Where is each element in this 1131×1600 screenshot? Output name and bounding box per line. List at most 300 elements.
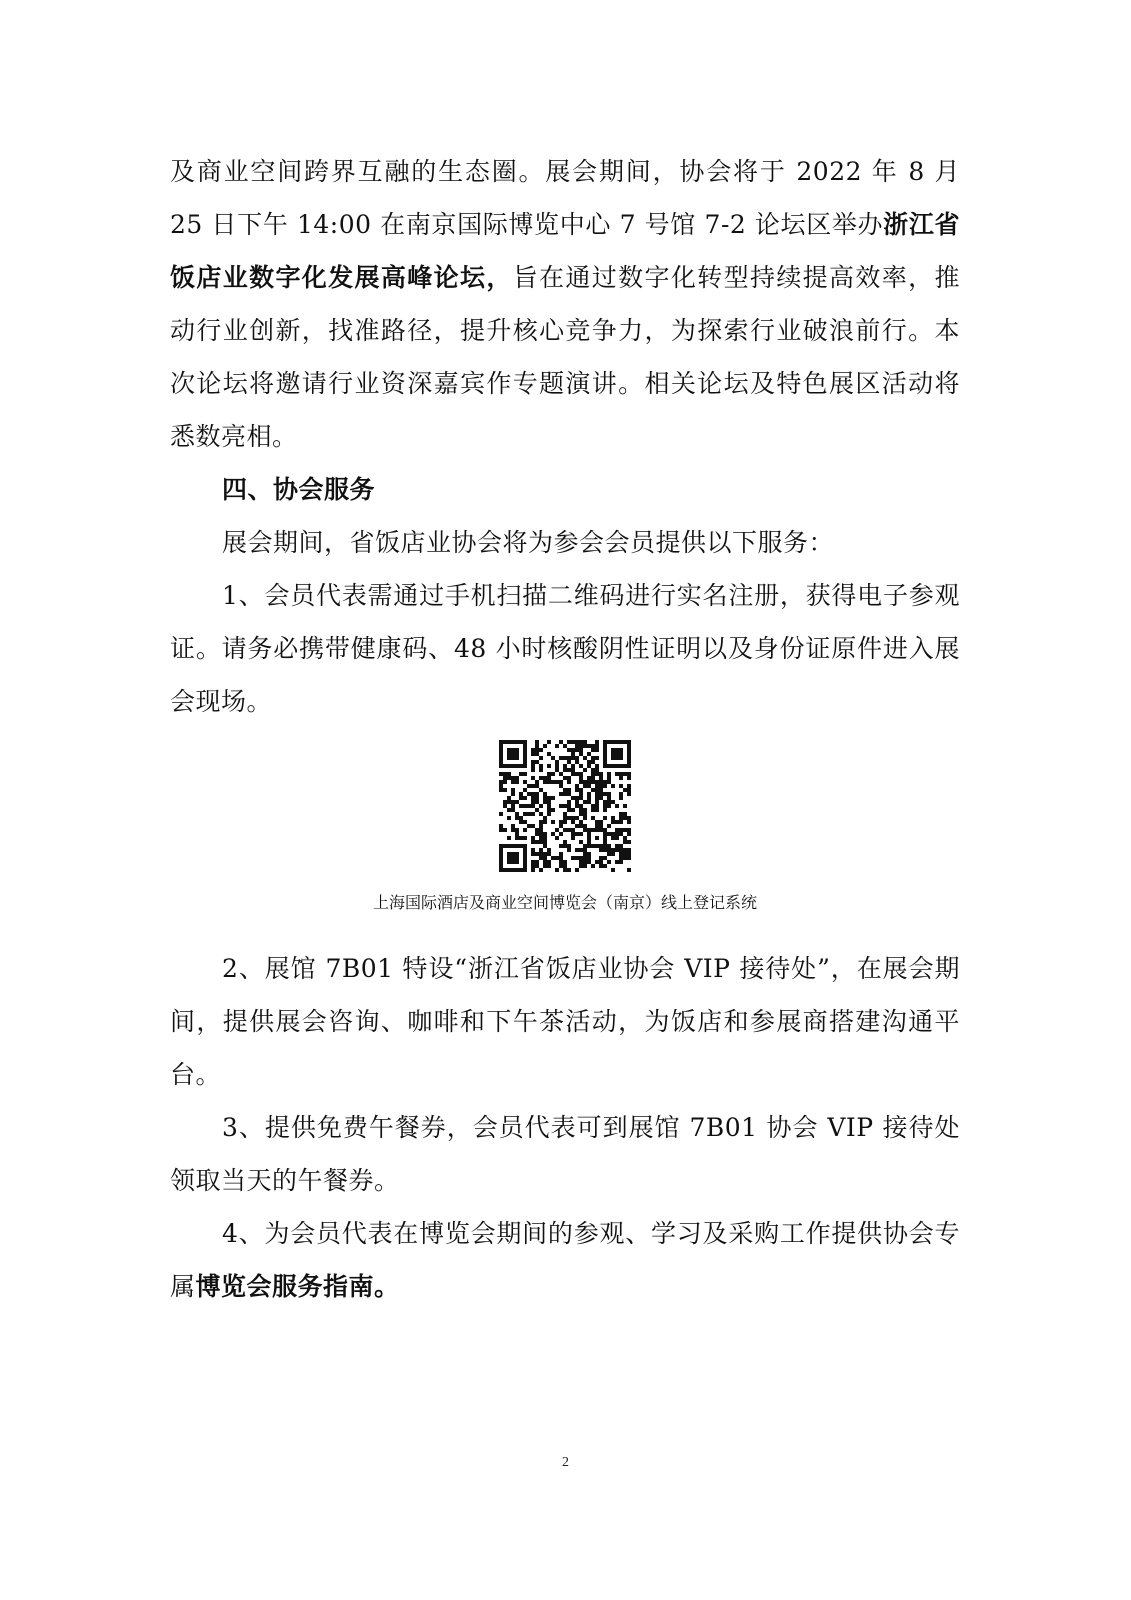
qr-module [563, 864, 567, 868]
qr-module [607, 848, 611, 852]
qr-module [603, 840, 607, 844]
qr-module [499, 824, 503, 828]
qr-module [539, 756, 543, 760]
qr-code-image [499, 740, 631, 872]
qr-module [571, 756, 575, 760]
qr-module [603, 808, 607, 812]
qr-module [539, 820, 543, 824]
qr-module [507, 752, 511, 756]
qr-module [591, 808, 595, 812]
qr-module [523, 752, 527, 756]
qr-module [595, 772, 599, 776]
qr-module [555, 868, 559, 872]
qr-module [499, 848, 503, 852]
qr-module [587, 860, 591, 864]
qr-module [603, 848, 607, 852]
qr-module [579, 808, 583, 812]
qr-module [535, 840, 539, 844]
qr-module [543, 744, 547, 748]
qr-module [583, 812, 587, 816]
qr-module [567, 868, 571, 872]
qr-module [615, 752, 619, 756]
qr-module [575, 800, 579, 804]
qr-module [587, 844, 591, 848]
qr-module [603, 756, 607, 760]
qr-module [503, 788, 507, 792]
qr-module [531, 784, 535, 788]
qr-module [511, 852, 515, 856]
qr-module [499, 764, 503, 768]
qr-module [555, 828, 559, 832]
qr-module [583, 848, 587, 852]
qr-module [627, 816, 631, 820]
qr-module [519, 740, 523, 744]
qr-module [571, 764, 575, 768]
qr-module [599, 828, 603, 832]
qr-module [515, 800, 519, 804]
qr-module [523, 860, 527, 864]
qr-module [603, 864, 607, 868]
qr-module [507, 856, 511, 860]
qr-module [535, 792, 539, 796]
qr-module [591, 780, 595, 784]
qr-module [543, 844, 547, 848]
qr-module [611, 764, 615, 768]
qr-module [559, 820, 563, 824]
qr-module [575, 748, 579, 752]
qr-module [603, 844, 607, 848]
qr-module [623, 852, 627, 856]
qr-module [575, 744, 579, 748]
qr-module [583, 856, 587, 860]
qr-module [599, 824, 603, 828]
qr-module [567, 768, 571, 772]
qr-module [627, 792, 631, 796]
qr-module [523, 788, 527, 792]
qr-module [587, 836, 591, 840]
forum-name-bold: 浙江省饭店业数字化发展高峰论坛， [170, 210, 960, 292]
qr-module [587, 752, 591, 756]
qr-module [627, 748, 631, 752]
qr-module [595, 828, 599, 832]
qr-module [563, 768, 567, 772]
qr-module [555, 764, 559, 768]
qr-module [599, 780, 603, 784]
qr-module [575, 760, 579, 764]
qr-module [595, 804, 599, 808]
qr-module [579, 812, 583, 816]
qr-module [563, 812, 567, 816]
qr-module [567, 740, 571, 744]
qr-module [535, 780, 539, 784]
qr-module [555, 744, 559, 748]
qr-module [515, 828, 519, 832]
qr-module [499, 864, 503, 868]
qr-module [575, 848, 579, 852]
qr-module [607, 740, 611, 744]
qr-module [531, 812, 535, 816]
qr-module [603, 784, 607, 788]
qr-module [523, 760, 527, 764]
qr-module [579, 848, 583, 852]
qr-module [627, 772, 631, 776]
qr-module [627, 848, 631, 852]
qr-module [623, 740, 627, 744]
qr-module [571, 816, 575, 820]
qr-module [623, 856, 627, 860]
qr-module [583, 780, 587, 784]
qr-module [599, 772, 603, 776]
document-body [170, 145, 960, 1313]
qr-module [603, 780, 607, 784]
qr-module [543, 776, 547, 780]
qr-module [595, 740, 599, 744]
qr-module [539, 840, 543, 844]
qr-module [615, 820, 619, 824]
qr-module [507, 764, 511, 768]
qr-module [531, 800, 535, 804]
qr-module [559, 804, 563, 808]
qr-module [627, 852, 631, 856]
qr-module [579, 804, 583, 808]
qr-module [595, 860, 599, 864]
qr-module [567, 792, 571, 796]
qr-module [531, 864, 535, 868]
qr-module [603, 804, 607, 808]
qr-module [555, 768, 559, 772]
qr-module [563, 816, 567, 820]
qr-module [563, 756, 567, 760]
qr-module [623, 828, 627, 832]
qr-module [607, 844, 611, 848]
qr-module [615, 804, 619, 808]
qr-module [623, 840, 627, 844]
qr-module [595, 768, 599, 772]
qr-module [563, 868, 567, 872]
qr-module [531, 848, 535, 852]
qr-module [627, 832, 631, 836]
qr-module [619, 772, 623, 776]
qr-module [499, 756, 503, 760]
qr-module [547, 800, 551, 804]
qr-module [499, 740, 503, 744]
qr-module [539, 764, 543, 768]
qr-module [567, 760, 571, 764]
qr-module [583, 756, 587, 760]
qr-module [551, 808, 555, 812]
qr-module [523, 812, 527, 816]
qr-module [499, 772, 503, 776]
qr-module [607, 796, 611, 800]
qr-module [519, 868, 523, 872]
qr-module [507, 816, 511, 820]
qr-module [627, 740, 631, 744]
qr-module [619, 812, 623, 816]
qr-module [535, 832, 539, 836]
qr-module [519, 804, 523, 808]
qr-module [571, 740, 575, 744]
qr-module [559, 824, 563, 828]
qr-module [523, 804, 527, 808]
qr-module [515, 748, 519, 752]
qr-module [511, 764, 515, 768]
qr-module [615, 832, 619, 836]
qr-module [623, 764, 627, 768]
qr-module [531, 748, 535, 752]
qr-module [575, 816, 579, 820]
qr-module [503, 776, 507, 780]
qr-module [551, 856, 555, 860]
qr-module [595, 824, 599, 828]
qr-module [587, 764, 591, 768]
qr-module [511, 804, 515, 808]
qr-module [619, 848, 623, 852]
qr-module [627, 856, 631, 860]
qr-module [571, 808, 575, 812]
qr-module [543, 780, 547, 784]
qr-module [555, 856, 559, 860]
qr-module [595, 820, 599, 824]
qr-module [499, 744, 503, 748]
qr-module [599, 820, 603, 824]
qr-module [627, 764, 631, 768]
qr-module [603, 744, 607, 748]
qr-module [567, 808, 571, 812]
qr-module [503, 772, 507, 776]
qr-module [567, 776, 571, 780]
qr-module [575, 756, 579, 760]
qr-module [579, 788, 583, 792]
qr-module [571, 748, 575, 752]
qr-module [523, 780, 527, 784]
qr-module [543, 800, 547, 804]
qr-module [623, 812, 627, 816]
qr-module [531, 824, 535, 828]
qr-module [599, 784, 603, 788]
service-item-4 [170, 1207, 960, 1313]
qr-module [523, 852, 527, 856]
qr-module [627, 840, 631, 844]
qr-module [535, 744, 539, 748]
qr-module [563, 820, 567, 824]
qr-module [543, 796, 547, 800]
qr-module [619, 832, 623, 836]
qr-module [607, 804, 611, 808]
qr-module [567, 748, 571, 752]
qr-module [611, 752, 615, 756]
qr-module [615, 756, 619, 760]
qr-module [599, 796, 603, 800]
qr-module [531, 768, 535, 772]
qr-module [575, 824, 579, 828]
qr-module [543, 820, 547, 824]
qr-module [619, 860, 623, 864]
qr-module [595, 796, 599, 800]
qr-module [559, 792, 563, 796]
qr-module [591, 804, 595, 808]
qr-module [503, 868, 507, 872]
qr-module [575, 784, 579, 788]
qr-module [535, 808, 539, 812]
qr-module [603, 764, 607, 768]
qr-module [619, 828, 623, 832]
qr-module [535, 864, 539, 868]
qr-module [559, 852, 563, 856]
qr-module [503, 800, 507, 804]
qr-module [619, 756, 623, 760]
qr-module [539, 776, 543, 780]
qr-module [559, 844, 563, 848]
qr-module [511, 824, 515, 828]
qr-module [607, 776, 611, 780]
qr-module [611, 800, 615, 804]
qr-module [499, 780, 503, 784]
qr-module [547, 776, 551, 780]
qr-module [519, 792, 523, 796]
qr-module [583, 852, 587, 856]
qr-module [607, 772, 611, 776]
qr-module [611, 748, 615, 752]
qr-module [619, 796, 623, 800]
qr-module [543, 792, 547, 796]
qr-module [615, 860, 619, 864]
qr-module [571, 856, 575, 860]
qr-module [551, 772, 555, 776]
qr-module [531, 752, 535, 756]
qr-module [547, 764, 551, 768]
qr-module [551, 820, 555, 824]
qr-module [547, 796, 551, 800]
service-item-3: 3、提供免费午餐券，会员代表可到展馆 7B01 协会 VIP 接待处领取当天的午餐券。 [170, 1113, 960, 1195]
qr-module [499, 868, 503, 872]
qr-module [567, 800, 571, 804]
qr-module [579, 776, 583, 780]
qr-module [571, 772, 575, 776]
qr-module [603, 800, 607, 804]
qr-module [575, 804, 579, 808]
qr-module [595, 780, 599, 784]
qr-module [579, 860, 583, 864]
qr-caption: 上海国际酒店及商业空间博览会（南京）线上登记系统 [372, 893, 757, 912]
qr-module [619, 852, 623, 856]
qr-module [567, 804, 571, 808]
qr-module [599, 792, 603, 796]
qr-module [603, 792, 607, 796]
qr-module [607, 824, 611, 828]
qr-module [587, 828, 591, 832]
qr-module [551, 796, 555, 800]
qr-module [539, 828, 543, 832]
qr-module [559, 740, 563, 744]
qr-module [611, 848, 615, 852]
qr-code-block [170, 740, 960, 878]
qr-module [563, 744, 567, 748]
qr-module [623, 788, 627, 792]
qr-module [571, 768, 575, 772]
qr-module [507, 852, 511, 856]
qr-module [567, 780, 571, 784]
qr-module [615, 844, 619, 848]
qr-module [603, 740, 607, 744]
qr-module [567, 848, 571, 852]
qr-module [531, 760, 535, 764]
qr-module [595, 756, 599, 760]
page-number: 2 [562, 1455, 569, 1470]
qr-module [571, 820, 575, 824]
service-guide-bold: 博览会服务指南。 [195, 1272, 400, 1301]
qr-module [499, 760, 503, 764]
qr-module [531, 840, 535, 844]
qr-module [555, 836, 559, 840]
qr-module [599, 860, 603, 864]
qr-module [627, 744, 631, 748]
qr-module [515, 756, 519, 760]
qr-module [515, 844, 519, 848]
qr-module [563, 844, 567, 848]
qr-module [607, 860, 611, 864]
qr-module [515, 832, 519, 836]
qr-module [515, 856, 519, 860]
qr-module [531, 792, 535, 796]
qr-module [615, 848, 619, 852]
qr-module [603, 816, 607, 820]
qr-module [547, 740, 551, 744]
qr-module [511, 776, 515, 780]
qr-module [559, 856, 563, 860]
qr-module [571, 752, 575, 756]
qr-module [607, 780, 611, 784]
qr-module [499, 860, 503, 864]
qr-module [623, 848, 627, 852]
qr-module [499, 852, 503, 856]
qr-module [583, 860, 587, 864]
qr-module [603, 832, 607, 836]
qr-module [547, 848, 551, 852]
qr-module [531, 836, 535, 840]
qr-module [547, 780, 551, 784]
qr-module [543, 860, 547, 864]
qr-module [583, 800, 587, 804]
qr-module [587, 852, 591, 856]
qr-module [603, 760, 607, 764]
qr-module [575, 772, 579, 776]
qr-module [555, 780, 559, 784]
qr-module [567, 756, 571, 760]
qr-module [603, 828, 607, 832]
qr-module [539, 832, 543, 836]
qr-module [591, 772, 595, 776]
qr-module [519, 844, 523, 848]
qr-module [507, 756, 511, 760]
qr-module [547, 752, 551, 756]
qr-module [559, 756, 563, 760]
qr-module [559, 864, 563, 868]
qr-module [615, 828, 619, 832]
qr-module [627, 820, 631, 824]
qr-module [583, 816, 587, 820]
qr-module [535, 796, 539, 800]
qr-module [507, 796, 511, 800]
qr-module [611, 836, 615, 840]
qr-module [515, 852, 519, 856]
qr-module [619, 764, 623, 768]
qr-module [499, 828, 503, 832]
qr-module [575, 740, 579, 744]
qr-module [587, 792, 591, 796]
qr-module [615, 836, 619, 840]
qr-module [579, 780, 583, 784]
qr-module [599, 844, 603, 848]
